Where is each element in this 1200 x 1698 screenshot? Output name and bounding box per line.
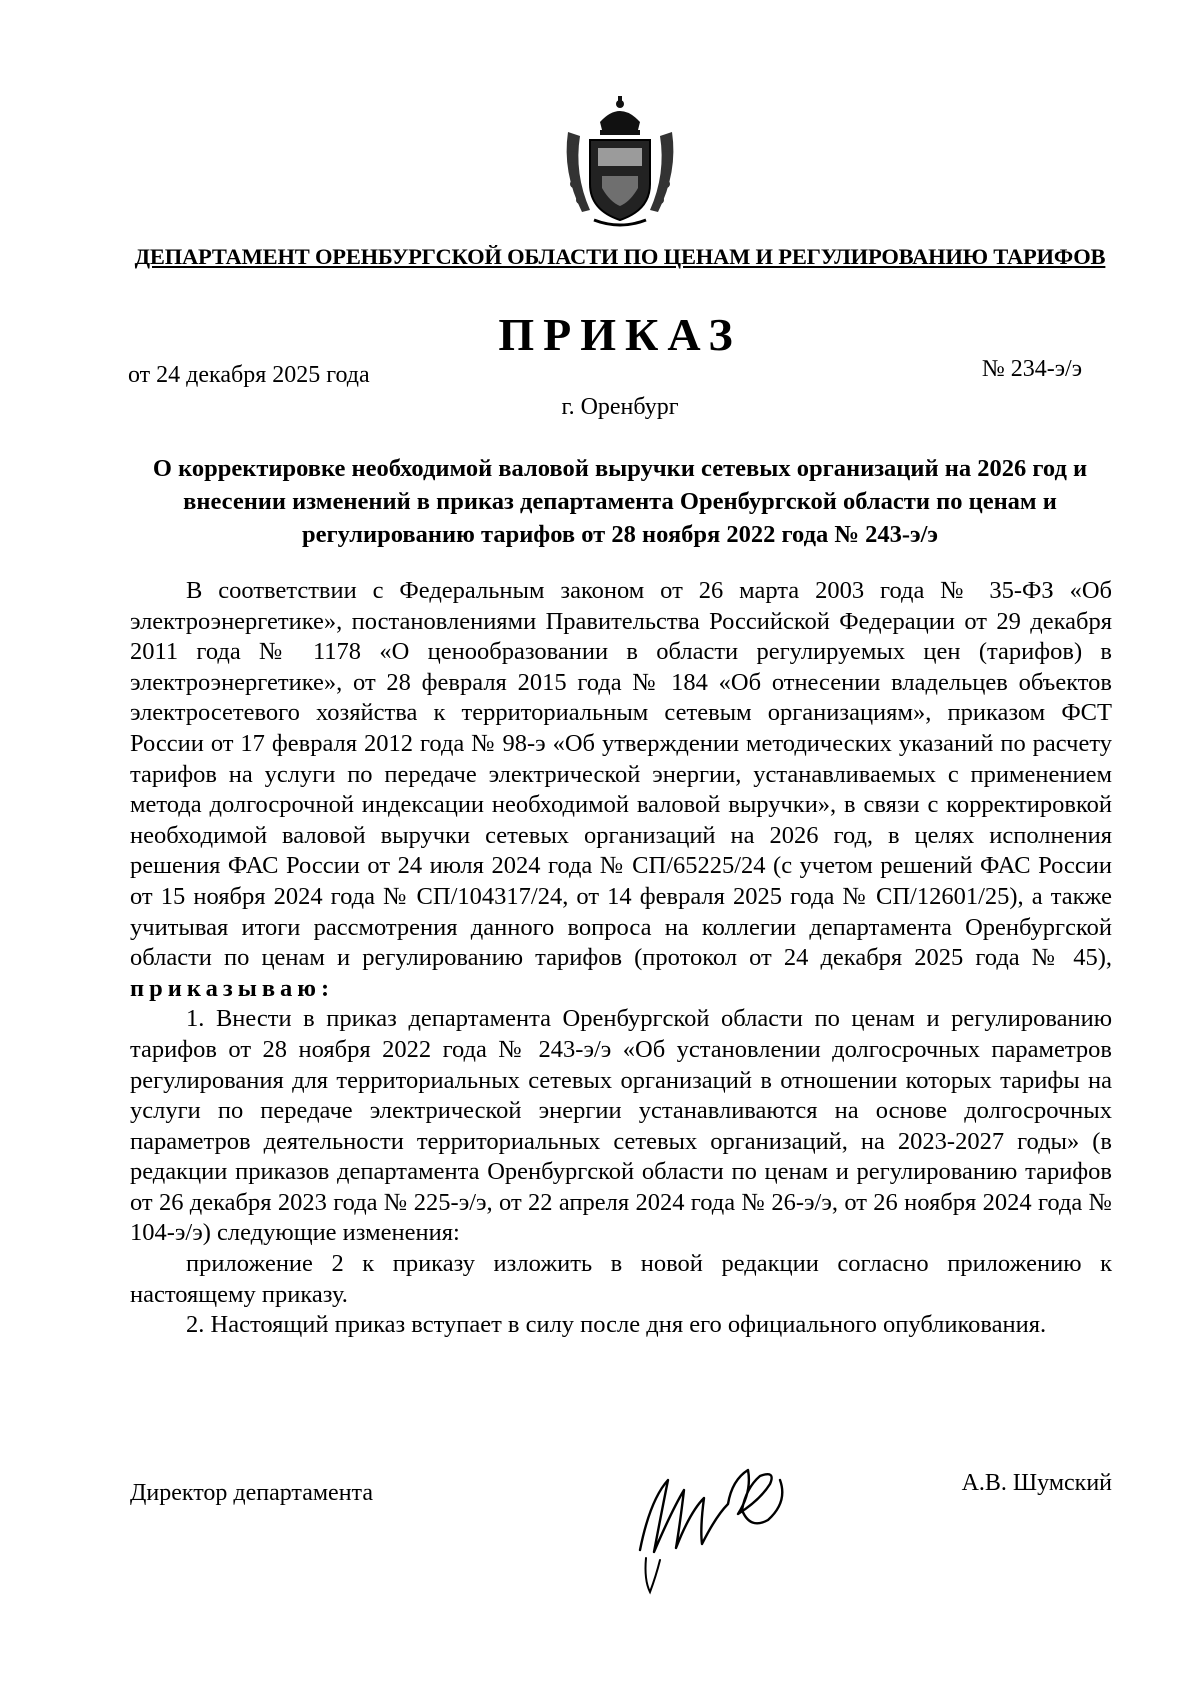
department-header: ДЕПАРТАМЕНТ ОРЕНБУРГСКОЙ ОБЛАСТИ ПО ЦЕНАМ И РЕГУЛИРОВАНИЮ ТАРИФОВ <box>134 244 1106 269</box>
document-title: ПРИКАЗ <box>498 309 742 360</box>
handwritten-signature <box>620 1440 820 1600</box>
document-subject: О корректировке необходимой валовой выручки сетевых организаций на 2026 год и внесении изменений в приказ департамента Оренбургской области по ценам и регулированию тарифов от 28 ноября 2022 года № 243-э/э <box>152 455 1088 548</box>
document-number: № 234-э/э <box>981 356 1082 382</box>
item-1-paragraph: 1. Внести в приказ департамента Оренбургской области по ценам и регулированию тарифов от 28 ноября 2022 года № 243-э/э «Об установлении долгосрочных параметров регулирования для территориальных сетевых организаций в отношении которых тарифы на услуги по передаче электрической энергии устанавливаются на основе долгосрочных параметров деятельности территориальных сетевых организаций, на 2023-2027 годы» (в редакции приказов департамента Оренбургской области по ценам и регулированию тарифов от 26 декабря 2023 года № 225-э/э, от 22 апреля 2024 года № 26-э/э, от 26 ноября 2024 года № 104-э/э) следующие изменения: <box>130 1005 1112 1247</box>
order-word: приказываю: <box>130 974 335 1002</box>
signer-title: Директор департамента <box>130 1480 373 1506</box>
item-2-paragraph: 2. Настоящий приказ вступает в силу после дня его официального опубликования. <box>186 1311 1047 1339</box>
document-city: г. Оренбург <box>561 394 679 420</box>
document-body <box>130 576 1112 1341</box>
signer-name: А.В. Шумский <box>961 1470 1112 1496</box>
preamble-text: В соответствии с Федеральным законом от 26 марта 2003 года № 35-ФЗ «Об электроэнергетике», постановлениями Правительства Российской Федерации от 29 декабря 2011 года № 1178 «О ценообразовании в области регулируемых цен (тарифов) в электроэнергетике», от 28 февраля 2015 года № 184 «Об отнесении владельцев объектов электросетевого хозяйства к территориальным сетевым организациям», приказом ФСТ России от 17 февраля 2012 года № 98-э «Об утверждении методических указаний по расчету тарифов на услуги по передаче электрической энергии, устанавливаемых с применением метода долгосрочной индексации необходимой валовой выручки», в связи с корректировкой необходимой валовой выручки сетевых организаций на 2026 год, в целях исполнения решения ФАС России от 24 июля 2024 года № СП/65225/24 (с учетом решений ФАС России от 15 ноября 2024 года № СП/104317/24, от 14 февраля 2025 года № СП/12601/25), а также учитывая итоги рассмотрения данного вопроса на коллегии департамента Оренбургской области по ценам и регулированию тарифов (протокол от 24 декабря 2025 года № 45), <box>130 577 1112 972</box>
preamble-paragraph <box>130 576 1112 1004</box>
coat-of-arms-emblem <box>560 92 680 232</box>
document-date: от 24 декабря 2025 года <box>128 362 370 388</box>
item-1-change-paragraph: приложение 2 к приказу изложить в новой редакции согласно приложению к настоящему приказу. <box>130 1250 1112 1308</box>
signature-block <box>0 1440 1200 1600</box>
